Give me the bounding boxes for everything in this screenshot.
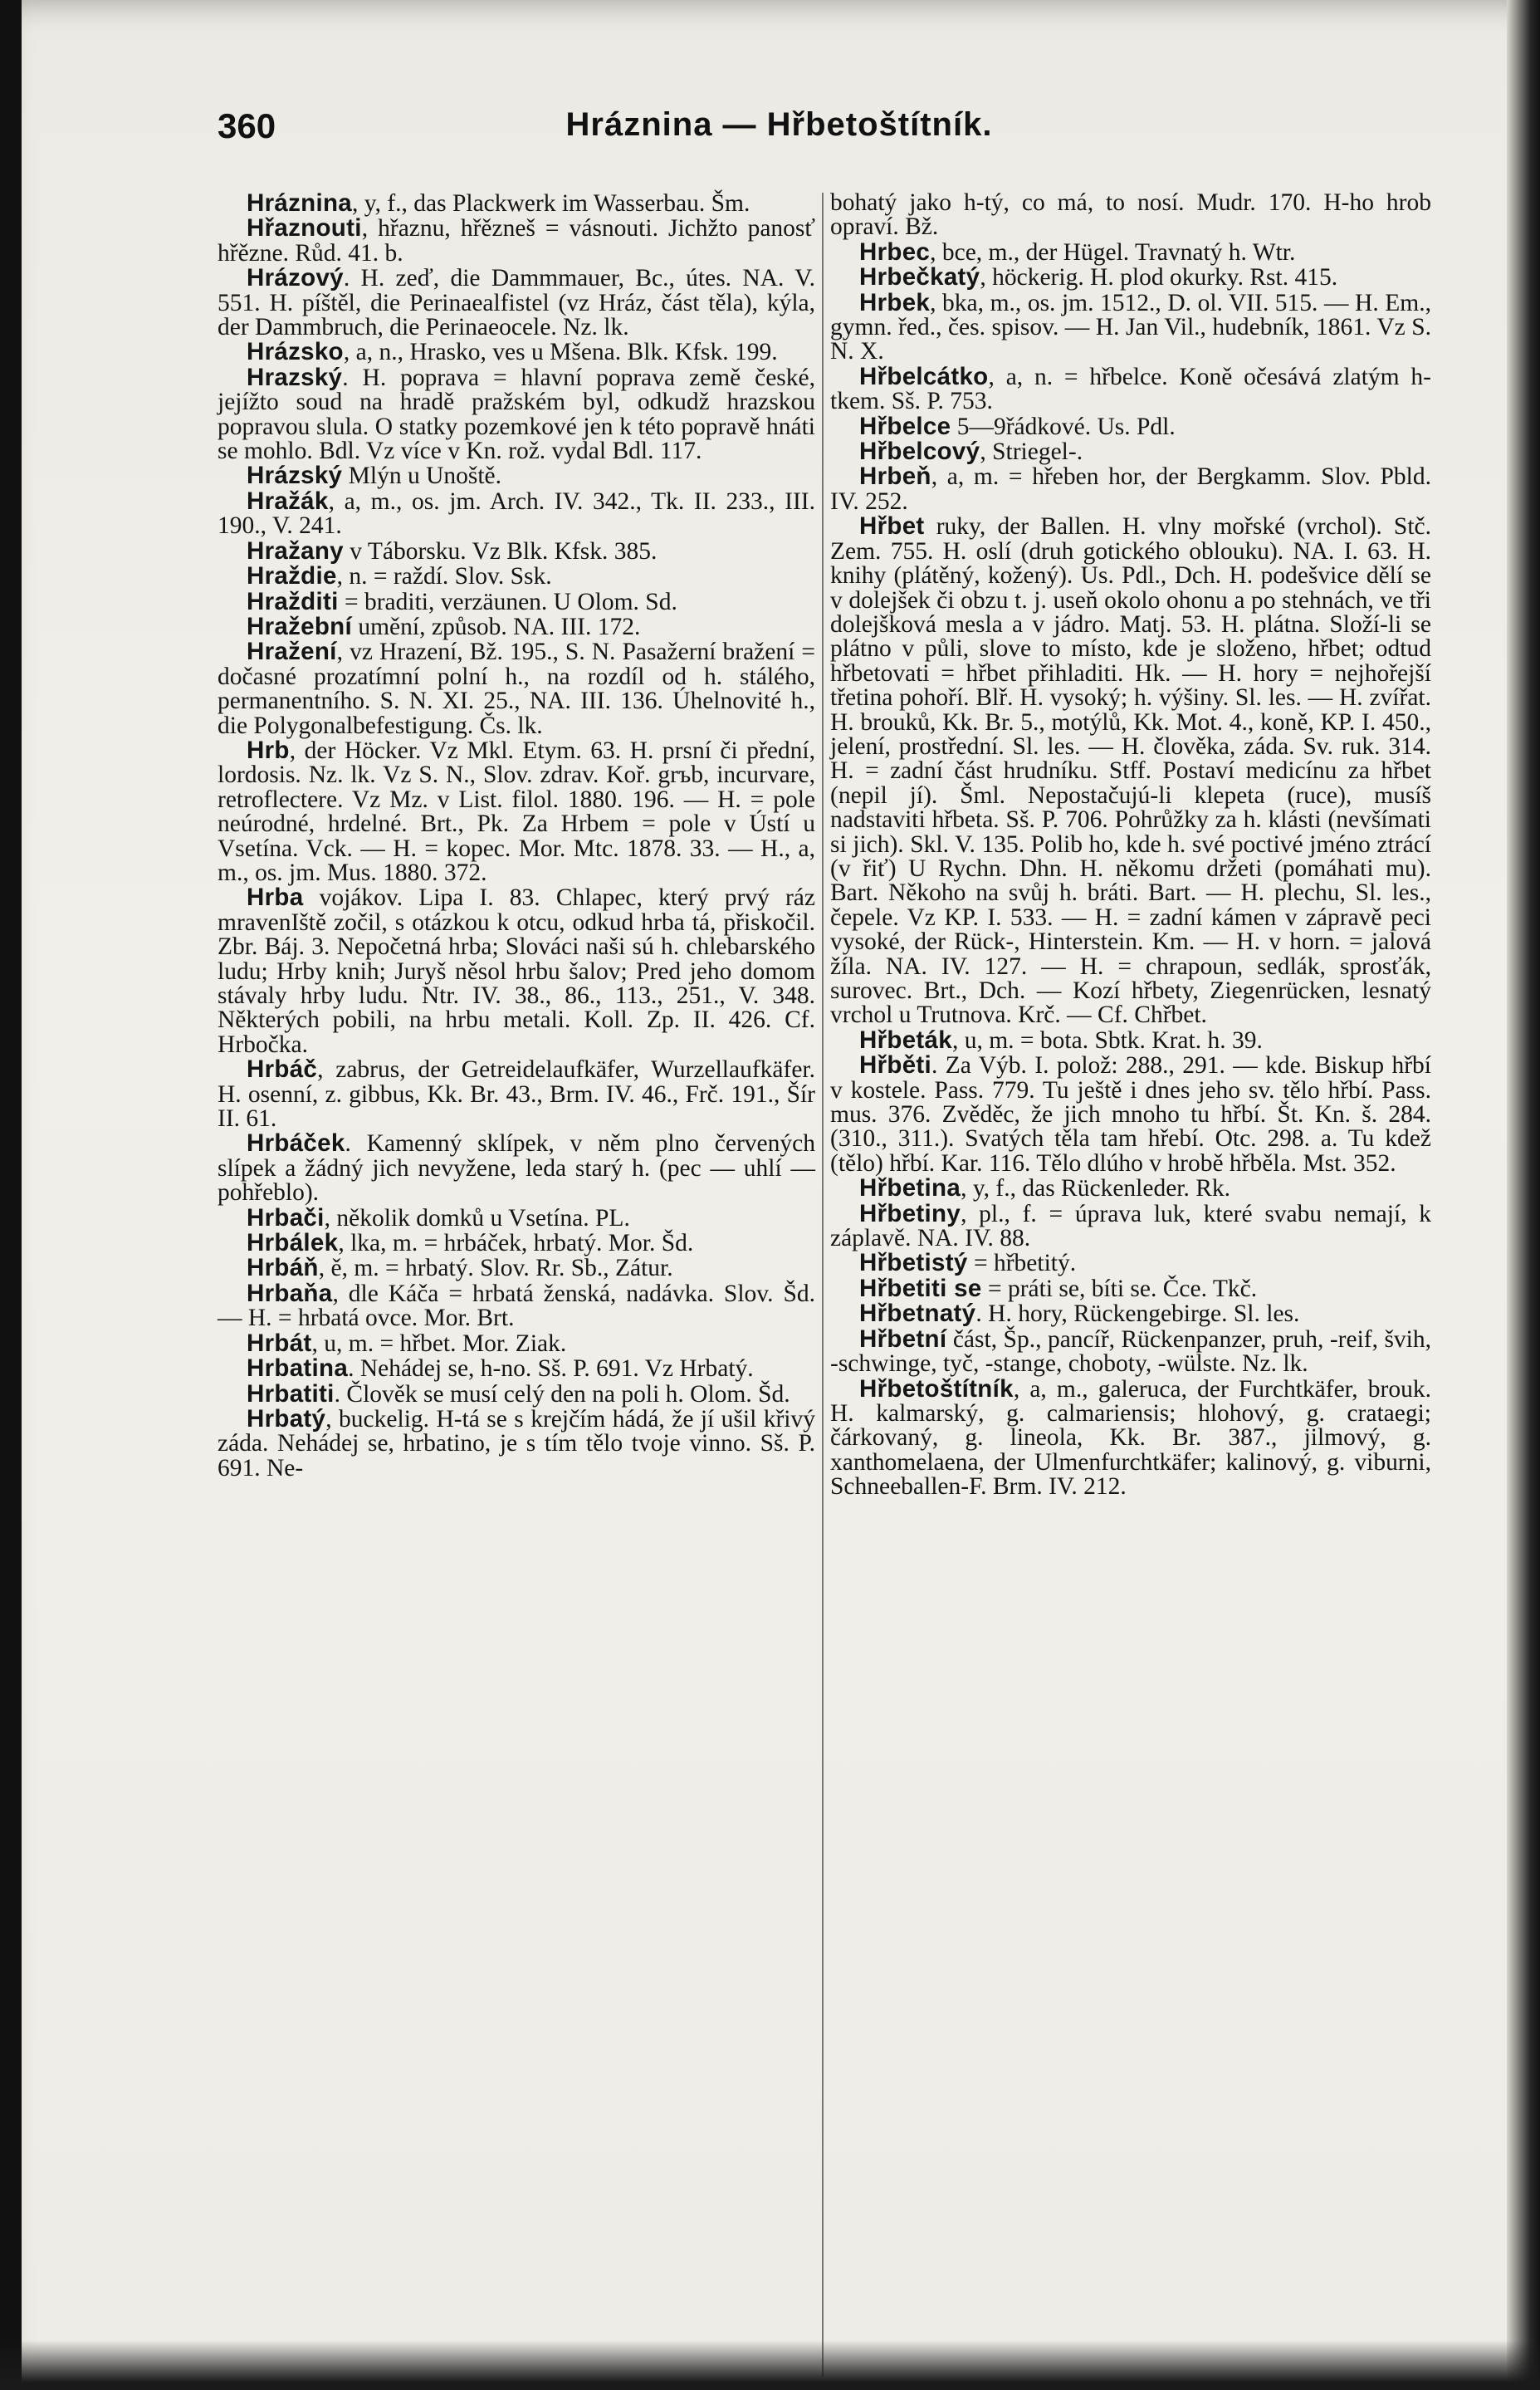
entry-headword: Hřbetina [859, 1174, 961, 1202]
entry-text: , höckerig. H. plod okurky. Rst. 415. [980, 264, 1338, 291]
dictionary-entry [218, 738, 815, 885]
entry-headword: Hráznina [247, 189, 352, 217]
entry-headword: Hrbaňa [247, 1279, 333, 1307]
entry-text: umění, způsob. NA. III. 172. [351, 613, 641, 640]
dictionary-entry [218, 885, 815, 1057]
dictionary-entry [218, 191, 815, 216]
entry-headword: Hrazský [247, 363, 343, 391]
entry-text: . Za Výb. I. polož: 288., 291. — kde. Biskup hřbí v kostele. Pass. 779. Tu ještě i dnes jeho sv. tělo hřbí. Pass. mus. 376. Zvěděc, že jich mnoho tu hřbí. Št. Kn. š. 284. (310., 311.). Svatých těla tam hřebí. Otc. 298. a. Tu kdež (tělo) hřbí. Kar. 116. Tělo dlúho v hrobě hřběla. Mst. 352. [830, 1052, 1431, 1177]
entry-headword: Hrbači [247, 1203, 325, 1232]
dictionary-entry [218, 1256, 815, 1281]
entry-headword: Hrbatina [247, 1354, 349, 1383]
dictionary-entry [830, 362, 1431, 415]
page-bottom-edge [0, 2340, 1540, 2390]
dictionary-entry [218, 1404, 815, 1482]
entry-headword: Hrbečkatý [859, 263, 980, 291]
running-head: Hráznina — Hřbetoštítník. [565, 106, 993, 143]
entry-headword: Hrbáč [247, 1055, 318, 1084]
dictionary-entry [218, 1203, 815, 1232]
entry-headword: Hražební [247, 612, 352, 640]
entry-headword: Hřbetiny [859, 1199, 961, 1227]
dictionary-entry [218, 564, 815, 589]
entry-headword: Hrbec [859, 238, 931, 266]
entry-text: , pl., f. = úprava luk, které svabu nemají, k záplavě. NA. IV. 88. [830, 1200, 1431, 1252]
entry-headword: Hrbatý [247, 1404, 326, 1433]
entry-text: , dle Káča = hrbatá ženská, nadávka. Slov. Šd. — H. = hrbatá ovce. Mor. Brt. [218, 1280, 815, 1332]
entry-text: , Striegel-. [980, 438, 1083, 466]
entry-text: , lka, m. = hrbáček, hrbatý. Mor. Šd. [338, 1230, 694, 1257]
entry-text: 5—9řádkové. Us. Pdl. [951, 413, 1176, 440]
entry-headword: Hřbetistý [859, 1249, 968, 1277]
entry-headword: Hřbelcátko [859, 362, 989, 390]
entry-text: , a, n., Hrasko, ves u Mšena. Blk. Kfsk. 199. [343, 339, 778, 366]
entry-text: , n. = raždí. Slov. Ssk. [336, 563, 552, 590]
column-divider [822, 193, 824, 2377]
dictionary-entry [218, 266, 815, 340]
entry-headword: Hřbelce [859, 412, 951, 440]
entry-headword: Hrbek [859, 288, 931, 316]
entry-headword: Hřbet [859, 512, 925, 541]
entry-text: , zabrus, der Getreidelaufkäfer, Wurzellaufkäfer. H. osenní, z. gibbus, Kk. Br. 43., Brm. IV. 46., Frč. 191., Šír II. 61. [218, 1056, 815, 1133]
dictionary-entry [218, 1379, 815, 1408]
entry-text: část, Šp., pancíř, Rückenpanzer, pruh, -reif, švih, -schwinge, tyč, -stange, choboty, -wülste. Nz. lk. [830, 1325, 1431, 1378]
entry-headword: Hrbát [247, 1329, 312, 1357]
dictionary-entry [830, 464, 1431, 514]
dictionary-entry [830, 1276, 1431, 1301]
entry-headword: Hřbetiti se [859, 1274, 982, 1302]
entry-headword: Hražák [247, 487, 329, 515]
dictionary-entry [218, 1281, 815, 1331]
entry-text: , u, m. = bota. Sbtk. Krat. h. 39. [951, 1026, 1263, 1054]
entry-headword: Hražení [247, 638, 337, 666]
entry-text: . H. poprava = hlavní poprava země české, jejížto soud na hradě pražském byl, odkudž hrazskou popravou slula. O statky pozemkové jen k této popravě hnáti se mohlo. Bdl. Vz více v Kn. rož. vydal Bdl. 117. [218, 364, 815, 465]
entry-text: , u, m. = hřbet. Mor. Ziak. [311, 1330, 567, 1357]
entry-text: , ě, m. = hrbatý. Slov. Rr. Sb., Zátur. [318, 1255, 673, 1282]
entry-text: v Táborsku. Vz Blk. Kfsk. 385. [343, 537, 658, 565]
entry-text: , vz Hrazení, Bž. 195., S. N. Pasažerní bražení = dočasné prozatímní polní h., na rozdíl od h. stálého, permanentního. S. N. XI. 25., NA. III. 136. Úhelnovité h., die Polygonalbefestigung. Čs. lk. [218, 639, 815, 739]
dictionary-entry [830, 1053, 1431, 1176]
entry-text: , a, m., os. jm. Arch. IV. 342., Tk. II. 233., III. 190., V. 241. [218, 487, 815, 540]
dictionary-entry [830, 288, 1431, 365]
entry-text: , y, f., das Rückenleder. Rk. [961, 1175, 1231, 1202]
dictionary-entry [830, 514, 1431, 1028]
entry-headword: Hrbatiti [247, 1379, 335, 1408]
entry-text: , a, m. = hřeben hor, der Bergkamm. Slov. Pbld. IV. 252. [830, 463, 1431, 515]
entry-headword: Hřbelcový [859, 438, 980, 466]
entry-text: , několik domků u Vsetína. PL. [324, 1204, 630, 1232]
dictionary-entry [830, 191, 1431, 240]
entry-text: , y, f., das Plackwerk im Wasserbau. Šm. [351, 190, 750, 217]
entry-headword: Hrba [247, 884, 304, 912]
entry-text: . Kamenný sklípek, v něm plno červených slípek a žádný jich nevyžene, leda starý h. (pec — uhlí — pohřeblo). [218, 1130, 815, 1207]
entry-text: , hřaznu, hřěznеš = vásnouti. Jichžto panosť hřězne. Růd. 41. b. [218, 215, 815, 267]
dictionary-entry [830, 1199, 1431, 1252]
entry-headword: Hrázský [247, 462, 343, 490]
dictionary-entry [830, 1028, 1431, 1053]
page-left-edge [0, 0, 22, 2390]
entry-headword: Hrbáček [247, 1129, 345, 1158]
entry-text: , a, n. = hřbelce. Koně očesává zlatým h-tkem. Sš. P. 753. [830, 363, 1431, 415]
entry-headword: Hřbetnatý [859, 1300, 976, 1328]
entry-headword: Hřbetoštítník [859, 1374, 1014, 1403]
entry-text: . Nehádej se, h-no. Sš. P. 691. Vz Hrbatý. [348, 1355, 754, 1383]
entry-headword: Hřběti [859, 1051, 932, 1080]
dictionary-entry [830, 240, 1431, 265]
entry-text: , bka, m., os. jm. 1512., D. ol. VII. 515. — H. Em., gymn. řed., čes. spisov. — H. Jan Vil., hudebník, 1861. Vz S. N. X. [830, 289, 1431, 365]
left-column [218, 191, 815, 1481]
dictionary-entry [218, 1131, 815, 1205]
dictionary-entry [218, 1231, 815, 1256]
entry-text: bohatý jako h-tý, co má, to nosí. Mudr. 170. H-ho hrob opraví. Bž. [830, 189, 1431, 241]
entry-text: = hřbetitý. [967, 1250, 1077, 1277]
dictionary-entry [218, 587, 815, 615]
entry-headword: Hrbálek [247, 1229, 339, 1257]
entry-text: , buckelig. H-tá se s krejčím hádá, že jí ušil křivý záda. Nehádej se, hrbatino, je s tím tělo tvoje vinno. Sš. P. 691. Ne- [218, 1405, 815, 1482]
entry-headword: Hřbeták [859, 1026, 952, 1054]
entry-text: , bce, m., der Hügel. Travnatý h. Wtr. [930, 238, 1296, 266]
entry-text: , der Höcker. Vz Mkl. Etym. 63. H. prsní či přední, lordosis. Nz. lk. Vz S. N., Slov. zdrav. Koř. grъb, incurvare, retroflectere. Vz Mz. v List. filol. 1880. 196. — H. = pole neúrodné, hrdelné. Brt., Pk. Za Hrbem = pole v Ústí u Vsetína. Vck. — H. = kopec. Mor. Mtc. 1878. 33. — H., a, m., os. jm. Mus. 1880. 372. [218, 737, 815, 886]
dictionary-entry [218, 612, 815, 640]
dictionary-entry [218, 536, 815, 565]
dictionary-entry [830, 1176, 1431, 1201]
dictionary-entry [218, 463, 815, 488]
entry-text: = práti se, bíti se. Čce. Tkč. [981, 1275, 1258, 1302]
entry-text: vojákov. Lipa I. 83. Chlapec, který prvý ráz mravenIště zočil, s otázkou k otcu, odkud hrba tá, přiskočil. Zbr. Báj. 3. Nepočetná hrba; Slováci naši sú h. chlebarského ludu; Hrby knih; Juryš něsol hrbu šalov; Pred jeho domom stávaly hrby ludu. Ntr. IV. 38., 86., 113., 251., V. 348. Některých pobili, na hrbu metali. Koll. Zp. II. 426. Cf. Hrbočka. [218, 884, 815, 1058]
dictionary-entry [830, 1374, 1431, 1501]
dictionary-entry [218, 340, 815, 365]
entry-text: . H. zeď, die Dammmauer, Bc., útes. NA. V. 551. H. píštěl, die Perinaealfistel (vz Hráz, část těla), kýla, der Dammbruch, die Perinaeocele. Nz. lk. [218, 265, 815, 341]
dictionary-entry [830, 439, 1431, 464]
dictionary-entry [218, 639, 815, 738]
page-number: 360 [218, 106, 276, 145]
entry-headword: Hrbáň [247, 1254, 319, 1282]
dictionary-entry [830, 265, 1431, 290]
entry-text: , a, m., galeruca, der Furchtkäfer, brouk. H. kalmarský, g. calmariensis; hlohový, g. crataegi; čárkovaný, g. lineola, Kk. Br. 387., jilmový, g. xanthomelaena, der Ulmenfurchtkäfer; kalinový, g. viburni, Schneeballen-F. Brm. IV. 212. [830, 1375, 1431, 1501]
dictionary-entry [218, 216, 815, 266]
entry-headword: Hraždie [247, 562, 337, 590]
entry-text: . Člověk se musí celý den na poli h. Olom. Šd. [334, 1380, 790, 1408]
entry-headword: Hřaznouti [247, 214, 362, 242]
dictionary-entry [218, 1356, 815, 1381]
entry-headword: Hrázový [247, 264, 344, 292]
dictionary-entry [218, 1331, 815, 1356]
right-column [830, 191, 1431, 1500]
entry-headword: Hrb [247, 736, 290, 764]
page-header [218, 106, 1440, 156]
page-right-edge [1507, 0, 1540, 2390]
dictionary-entry [218, 1057, 815, 1131]
dictionary-entry [218, 365, 815, 464]
dictionary-entry [830, 1301, 1431, 1326]
entry-text: = braditi, verzäunen. U Olom. Sd. [338, 588, 677, 615]
entry-text: . H. hory, Rückengebirge. Sl. les. [975, 1300, 1300, 1328]
dictionary-entry [218, 489, 815, 539]
entry-headword: Hrázsko [247, 338, 344, 366]
entry-headword: Hražany [247, 536, 344, 565]
entry-headword: Hrbeň [859, 463, 931, 491]
dictionary-entry [830, 414, 1431, 439]
dictionary-entry [830, 1327, 1431, 1377]
entry-headword: Hražditi [247, 587, 339, 615]
entry-text: ruky, der Ballen. H. vlny mořské (vrchol). Stč. Zem. 755. H. oslí (druh gotického oblouku). NA. I. 63. H. knihy (plátěný, kožený). Us. Pdl., Dch. H. podešvice dělí se v dolejšek či obzu t. j. useň okolo ohonu a po stehnách, ve tři dolejšková mesla a v jádro. Matj. 53. H. plátna. Složí-li se plátno v půli, slove to místo, kde je složeno, hřbet; odtud hřbetovati = hřbet přihladiti. Hk. — H. hory = nejhořejší třetina pohoří. Blř. H. vysoký; h. výšiny. Sl. les. — H. zvířat. H. brouků, Kk. Br. 5., motýlů, Kk. Mot. 4., koně, KP. I. 450., jelení, prostřední. Sl. les. — H. člověka, záda. Sv. ruk. 314. H. = zadní část hrudníku. Stff. Postaví medicínu za hřbet (nepil jí). Šml. Nepostačujú-li klepeta (ruce), musíš nadstaviti hřbeta. Sš. P. 706. Pohrůžky za h. klásti (nevšímati si jich). Skl. V. 135. Polib ho, kde h. své poctivé jméno ztrácí (v řiť) U Rychn. Dhn. H. někomu držeti (pomáhati mu). Bart. Někoho na svůj h. bráti. Bart. — H. plechu, Sl. les., čepele. Vz KP. I. 533. — H. = zadní kámen v zápravě peci vysoké, der Rück-, Hinterstein. Km. — H. v horn. = jalová žíla. NA. IV. 127. — H. = chrapoun, sedlák, sprosťák, surovec. Brt., Dch. — Kozí hřbety, Ziegenrücken, lesnatý vrchol u Trutnova. Krč. — Cf. Chřbet. [830, 513, 1431, 1029]
entry-text: Mlýn u Unoště. [342, 463, 502, 490]
entry-headword: Hřbetní [859, 1325, 947, 1353]
dictionary-entry [830, 1251, 1431, 1276]
